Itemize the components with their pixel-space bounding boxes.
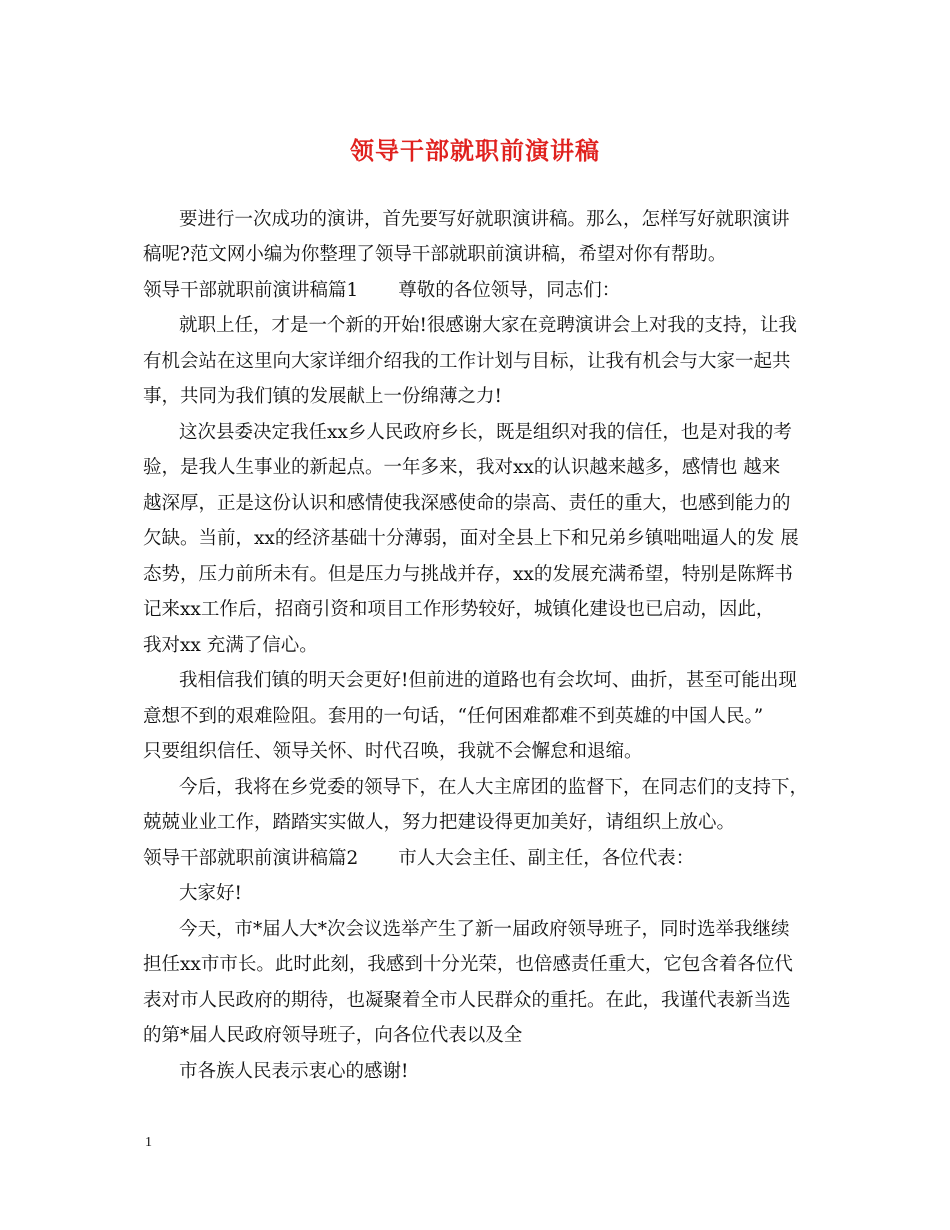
paragraph-line: 事，共同为我们镇的发展献上一份绵薄之力!: [143, 386, 502, 407]
section-heading: 领导干部就职前演讲稿篇2: [143, 848, 359, 869]
salutation: 市人大会主任、副主任，各位代表：: [398, 848, 695, 869]
document-title: 领导干部就职前演讲稿: [350, 136, 600, 165]
paragraph-line: 这次县委决定我任xx乡人民政府乡长，既是组织对我的信任，也是对我的考: [179, 422, 792, 443]
paragraph-line: 我相信我们镇的明天会更好!但前进的道路也有会坎坷、曲折，甚至可能出现: [179, 670, 797, 691]
paragraph-line: 稿呢?范文网小编为你整理了领导干部就职前演讲稿，希望对你有帮助。: [143, 244, 727, 265]
section-heading-line: [143, 847, 694, 871]
paragraph-line: 市各族人民表示衷心的感谢!: [179, 1061, 409, 1082]
paragraph-line: 表对市人民政府的期待，也凝聚着全市人民群众的重托。在此，我谨代表新当选: [143, 990, 791, 1011]
paragraph-line: 的第*届人民政府领导班子，向各位代表以及全: [143, 1025, 523, 1046]
paragraph-line: 意想不到的艰难险阻。套用的一句话，“任何困难都难不到英雄的中国人民。”: [143, 706, 764, 727]
section-heading-line: [143, 279, 620, 303]
paragraph-line: 担任xx市市长。此时此刻，我感到十分光荣，也倍感责任重大，它包含着各位代: [143, 954, 793, 975]
paragraph-line: 大家好!: [179, 883, 242, 904]
paragraph-line: 就职上任，才是一个新的开始!很感谢大家在竞聘演讲会上对我的支持，让我: [179, 315, 797, 336]
paragraph-line: 今天，市*届人大*次会议选举产生了新一届政府领导班子，同时选举我继续: [179, 919, 790, 940]
paragraph-line: 验，是我人生事业的新起点。一年多来，我对xx的认识越来越多，感情也 越来: [143, 457, 781, 478]
paragraph-line: 欠缺。当前，xx的经济基础十分薄弱，面对全县上下和兄弟乡镇咄咄逼人的发 展: [143, 528, 799, 549]
paragraph-line: 有机会站在这里向大家详细介绍我的工作计划与目标，让我有机会与大家一起共: [143, 351, 791, 372]
paragraph-line: 只要组织信任、领导关怀、时代召唤，我就不会懈怠和退缩。: [143, 741, 643, 762]
paragraph-line: 记来xx工作后，招商引资和项目工作形势较好，城镇化建设也已启动，因此，: [143, 599, 775, 620]
paragraph-line: 我对xx 充满了信心。: [143, 635, 318, 656]
paragraph-line: 态势，压力前所未有。但是压力与挑战并存，xx的发展充满希望，特别是陈辉书: [143, 564, 793, 585]
paragraph-line: 越深厚，正是这份认识和感情使我深感使命的崇高、责任的重大，也感到能力的: [143, 493, 791, 514]
salutation: 尊敬的各位领导，同志们：: [398, 280, 621, 301]
page-number: 1: [145, 1135, 152, 1150]
paragraph-line: 要进行一次成功的演讲，首先要写好就职演讲稿。那么，怎样写好就职演讲: [179, 209, 790, 230]
section-heading: 领导干部就职前演讲稿篇1: [143, 280, 359, 301]
paragraph-line: 兢兢业业工作，踏踏实实做人，努力把建设得更加美好，请组织上放心。: [143, 812, 736, 833]
paragraph-line: 今后，我将在乡党委的领导下，在人大主席团的监督下，在同志们的支持下，: [179, 777, 809, 798]
